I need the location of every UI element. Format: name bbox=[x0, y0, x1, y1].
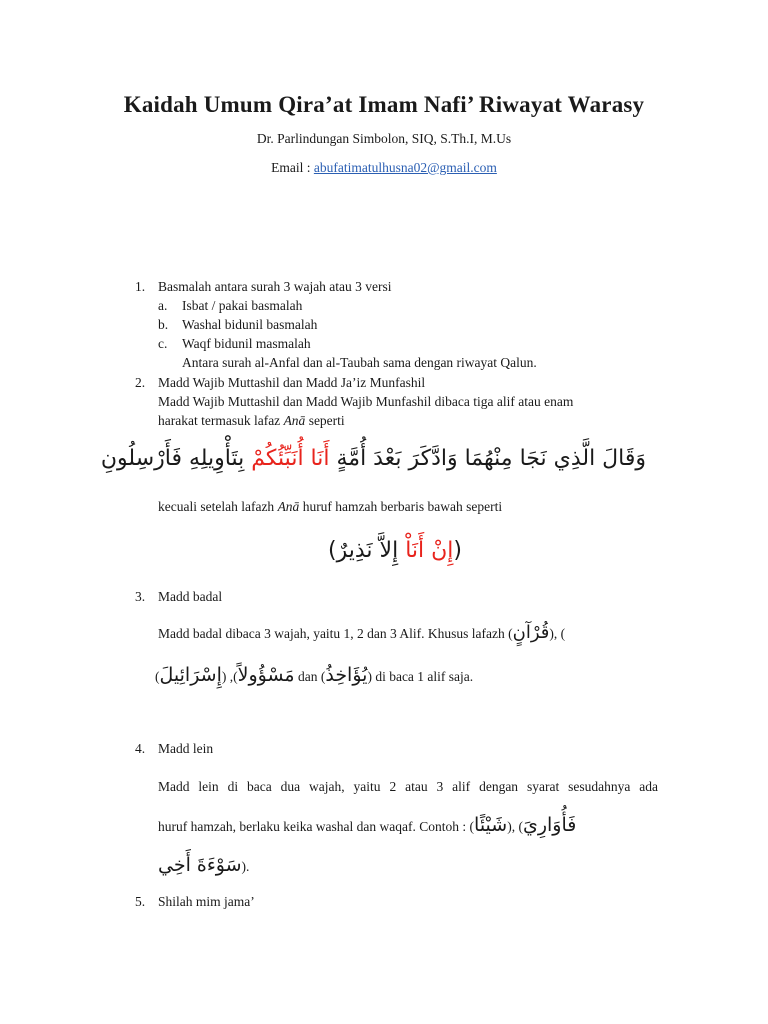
arabic-syaian: شَيْئًا bbox=[474, 814, 508, 836]
author-line: Dr. Parlindungan Simbolon, SIQ, S.Th.I, M.Us bbox=[256, 131, 512, 146]
arabic-verse-2-open: ( bbox=[453, 538, 462, 563]
email-link[interactable]: abufatimatulhusna02@gmail.com bbox=[313, 160, 497, 175]
arabic-verse-1-part-a: وَقَالَ الَّذِي نَجَا مِنْهُمَا وَادَّكَرَ بَعْدَ أُمَّةٍ bbox=[329, 446, 646, 471]
item-3-line-2-b: ) dan ( bbox=[155, 669, 326, 684]
item-4-line-2-mid: ), ( bbox=[507, 819, 523, 834]
item-3-line-1 bbox=[158, 622, 565, 643]
item-2-line-1: Madd Wajib Muttashil dan Madd Wajib Munfashil dibaca tiga alif atau enam bbox=[158, 394, 574, 409]
arabic-verse-2 bbox=[320, 538, 470, 563]
item-4-line-1: Madd lein di baca dua wajah, yaitu 2 atau 3 alif dengan syarat sesudahnya ada bbox=[158, 779, 658, 794]
arabic-verse-1 bbox=[100, 446, 646, 471]
item-3-text: Madd badal bbox=[158, 589, 223, 604]
item-3-line-2 bbox=[155, 664, 473, 686]
arabic-sauata: سَوْءَةَ أَخِي bbox=[158, 854, 242, 876]
arabic-masula: مَسْؤُولاً bbox=[237, 664, 295, 686]
item-2-line-2-pre: harakat termasuk lafaz bbox=[158, 413, 284, 428]
item-4-text: Madd lein bbox=[158, 741, 214, 756]
item-1a-letter: a. bbox=[158, 298, 168, 313]
item-2-line-2-italic: Anā bbox=[283, 413, 306, 428]
arabic-yuakhidz: يُؤَاخِذُ bbox=[325, 664, 368, 686]
item-4-number: 4. bbox=[135, 741, 146, 756]
item-2-line-2 bbox=[158, 413, 345, 429]
item-4-line-2-text: huruf hamzah, berlaku keika washal dan waqaf. Contoh : ( bbox=[158, 819, 475, 834]
arabic-verse-2-black: إِلاَّ نَذِيرٌ bbox=[336, 538, 406, 563]
item-1-number: 1. bbox=[135, 279, 146, 294]
item-4-line-3 bbox=[158, 854, 249, 876]
arabic-uwari: فَأُوَارِيَ bbox=[522, 814, 577, 836]
item-3-line-2-c: ) di baca 1 alif saja. bbox=[367, 669, 474, 684]
item-2-except-line bbox=[158, 499, 502, 515]
item-5-text: Shilah mim jama’ bbox=[158, 894, 255, 909]
email-label: Email : bbox=[271, 160, 314, 175]
arabic-verse-1-part-b: بِتَأْوِيلِهِ فَأَرْسِلُونِ bbox=[100, 446, 252, 471]
item-2-except-italic: Anā bbox=[277, 499, 300, 514]
item-2-except-post: huruf hamzah berbaris bawah seperti bbox=[299, 499, 503, 514]
arabic-quran: قُرْآنٍ bbox=[512, 622, 550, 643]
item-1c-text: Waqf bidunil masmalah bbox=[182, 336, 311, 351]
item-3-line-2-a: ), ( bbox=[221, 669, 238, 684]
item-4-line-2 bbox=[158, 814, 576, 836]
arabic-verse-2-red: إِنْ أَنَاْ bbox=[405, 538, 454, 563]
item-1-note: Antara surah al-Anfal dan al-Taubah sama dengan riwayat Qalun. bbox=[182, 355, 537, 370]
item-1b-text: Washal bidunil basmalah bbox=[182, 317, 318, 332]
item-1b-letter: b. bbox=[158, 317, 169, 332]
item-4-line-3-end: ). bbox=[241, 859, 250, 874]
item-3-line-1-text: Madd badal dibaca 3 wajah, yaitu 1, 2 dan 3 Alif. Khusus lafazh ( bbox=[158, 626, 513, 641]
item-2-text: Madd Wajib Muttashil dan Madd Ja’iz Munfashil bbox=[158, 375, 426, 390]
arabic-israil: إِسْرَائِيلَ bbox=[159, 664, 222, 686]
email-line bbox=[0, 160, 768, 176]
item-3-line-1-end: ), ( bbox=[549, 626, 566, 641]
item-2-line-2-post: seperti bbox=[305, 413, 345, 428]
item-3-number: 3. bbox=[135, 589, 146, 604]
item-1-text: Basmalah antara surah 3 wajah atau 3 versi bbox=[158, 279, 392, 294]
item-1c-letter: c. bbox=[158, 336, 168, 351]
arabic-verse-1-red: أَنَا أُنَبِّئُكُمْ bbox=[251, 446, 330, 471]
document-title: Kaidah Umum Qira’at Imam Nafi’ Riwayat Warasy bbox=[123, 92, 645, 117]
item-2-number: 2. bbox=[135, 375, 146, 390]
item-5-number: 5. bbox=[135, 894, 146, 909]
item-1a-text: Isbat / pakai basmalah bbox=[182, 298, 303, 313]
arabic-verse-2-close: ) bbox=[328, 538, 337, 563]
item-2-except-pre: kecuali setelah lafazh bbox=[158, 499, 278, 514]
